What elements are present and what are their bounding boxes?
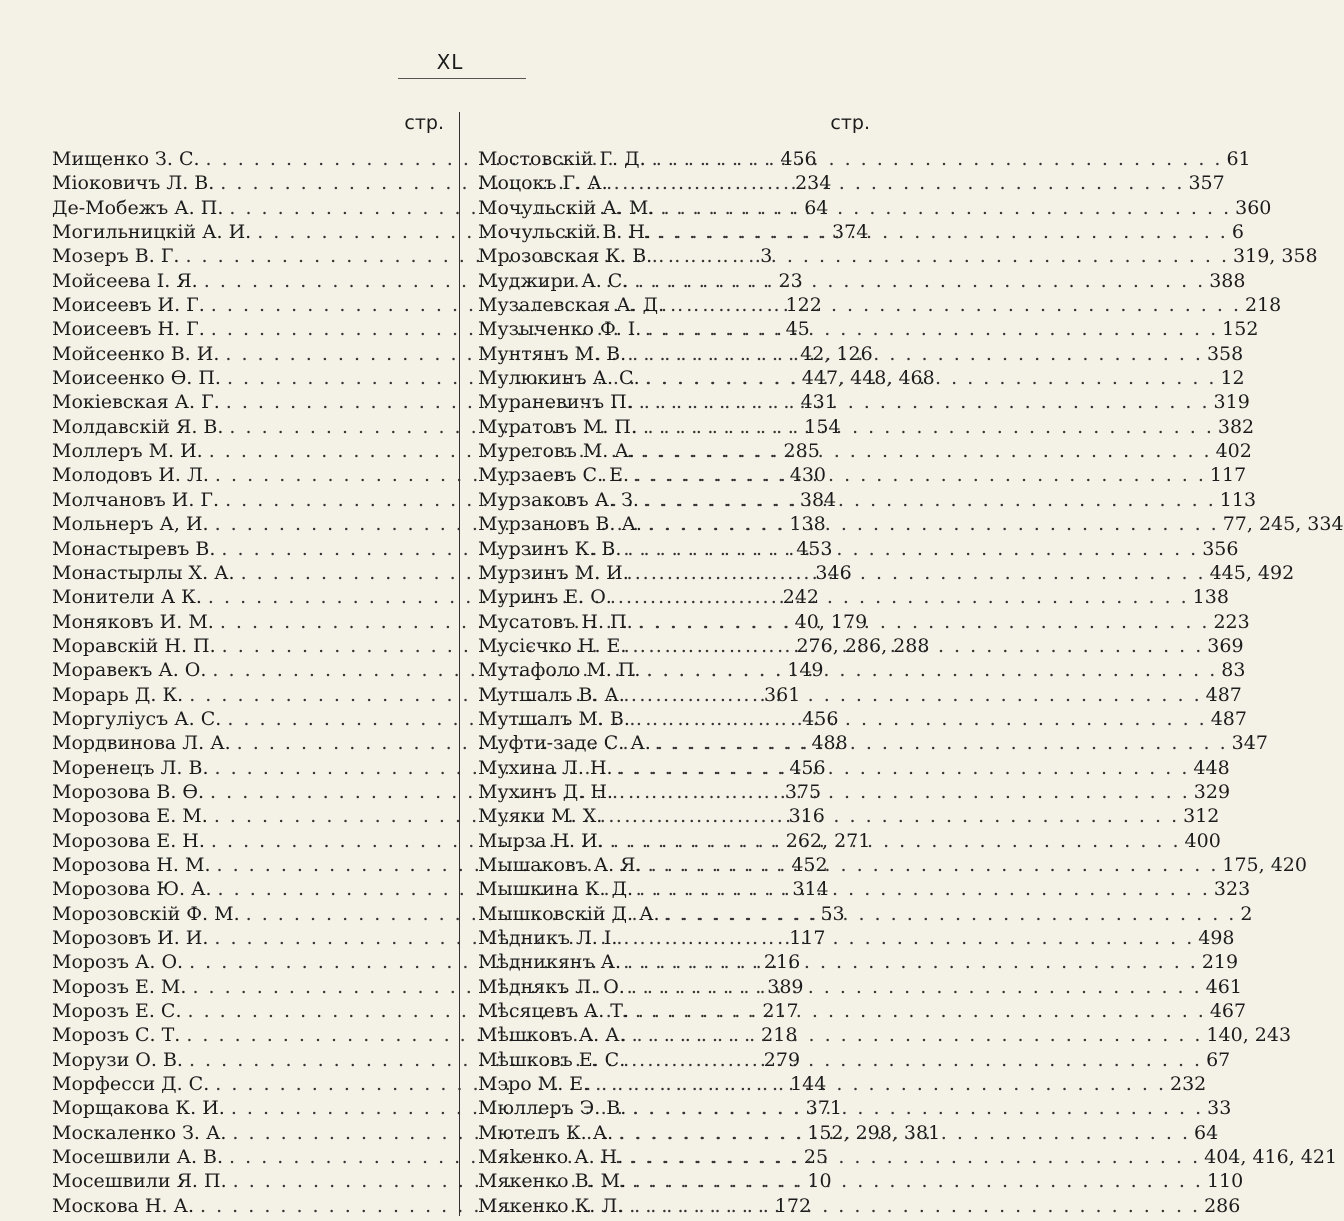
index-entry (478, 780, 1231, 803)
entry-name: Мѣднякъ Л. О. (478, 975, 625, 998)
entry-name: Моцокъ Г. А. (478, 172, 608, 195)
entry-pages: 369 (1207, 634, 1244, 657)
entry-pages: 285 (783, 440, 820, 463)
index-entry (478, 391, 1250, 414)
entry-name: Мойсеева І. Я. (52, 269, 198, 292)
entry-name: Мухинъ Д. Н. (478, 780, 613, 803)
index-entry (478, 1194, 1241, 1217)
entry-name: Морщакова К. И. (52, 1097, 225, 1120)
leader-dots (626, 1170, 1203, 1192)
entry-pages: 140, 243 (1206, 1024, 1292, 1047)
entry-name: Мышковскій Д. А. (478, 902, 660, 925)
leader-dots (642, 854, 1219, 876)
index-entry (478, 610, 1250, 633)
index-entry (478, 1097, 1232, 1120)
entry-pages: 217 (762, 1000, 799, 1023)
entry-pages: 152, 298, 381 (807, 1121, 941, 1144)
entry-pages: 64 (804, 196, 829, 219)
entry-pages: 262, 271 (785, 829, 871, 852)
leader-dots (629, 1000, 1206, 1022)
leader-dots (629, 562, 1206, 584)
entry-pages: 430 (789, 464, 826, 487)
entry-pages: 138 (1192, 586, 1229, 609)
entry-name: Мостовскій Г. Д. (478, 148, 646, 170)
index-entry (478, 829, 1221, 852)
index-entry (478, 464, 1247, 487)
leader-dots (612, 586, 1189, 608)
entry-name: Мутшалъ М. В. (478, 707, 630, 730)
entry-name: Молчановъ И. Г. (52, 488, 220, 511)
entry-pages: 172 (774, 1194, 812, 1217)
entry-name: Міоковичъ Л. В. (52, 172, 215, 195)
header-rule (398, 78, 526, 79)
entry-pages: 67 (1206, 1048, 1231, 1071)
entry-pages: 25 (803, 1146, 829, 1169)
index-entry (478, 1024, 1292, 1047)
index-entry (478, 513, 1344, 536)
leader-dots (642, 513, 1219, 535)
leader-dots (621, 538, 1198, 560)
leader-dots (626, 343, 1203, 365)
entry-name: Монастырлы Х. А. (52, 561, 235, 584)
entry-pages: 375 (784, 780, 822, 803)
entry-name: Мурзаковъ А. З. (478, 488, 639, 511)
entry-name: Мѣшковъ Е. С. (478, 1048, 626, 1071)
entry-pages: 77, 245, 334 (1222, 513, 1344, 536)
leader-dots (613, 757, 1190, 779)
entry-name: Моргуліусъ А. С. (52, 707, 222, 730)
entry-pages: 319 (1213, 391, 1250, 414)
entry-name: Моняковъ И. М. (52, 610, 214, 633)
entry-pages: 361 (764, 683, 801, 706)
entry-pages: 402 (1215, 440, 1252, 463)
entry-name: Мурзинъ К. В. (478, 537, 622, 560)
index-entry (478, 537, 1239, 560)
entry-name: Мюллеръ Э. В. (478, 1097, 627, 1120)
index-entry (478, 1073, 1207, 1096)
right-column-heading: стр. (830, 112, 870, 134)
entry-pages: 53 (820, 902, 845, 925)
entry-pages: 218 (1244, 294, 1282, 317)
index-entry (478, 196, 1272, 219)
page-number: XL (436, 50, 464, 74)
entry-pages: 117 (789, 927, 826, 949)
left-column-heading: стр. (404, 112, 444, 134)
entry-name: Муджири А. С. (478, 269, 629, 292)
entry-pages: 445, 492 (1209, 561, 1295, 584)
entry-pages: 286 (1204, 1194, 1241, 1217)
entry-pages: 218 (761, 1024, 798, 1047)
entry-pages: 456 (780, 148, 817, 170)
leader-dots (623, 1146, 1200, 1168)
entry-name: Мрозовская К. В. (478, 245, 653, 268)
leader-dots (654, 197, 1231, 219)
entry-name: Морозова В. Ѳ. (52, 780, 205, 803)
entry-pages: 347 (1231, 732, 1268, 755)
entry-name: Муретовъ М. А. (478, 440, 635, 463)
entry-name: Мѣсяцевъ А. Т. (478, 1000, 630, 1023)
entry-name: Моренецъ Л. В. (52, 756, 209, 779)
entry-name: Муратовъ М. П. (478, 415, 638, 438)
leader-dots (625, 684, 1202, 706)
entry-pages: 382 (1217, 415, 1255, 438)
entry-name: Мютелъ К. А. (478, 1121, 614, 1144)
index-entry (478, 415, 1255, 438)
entry-name: Могильницкій А. И. (52, 221, 252, 244)
entry-pages: 144 (790, 1073, 827, 1096)
entry-pages: 488 (811, 732, 848, 755)
leader-dots (613, 781, 1190, 803)
entry-pages: 234 (795, 172, 832, 195)
entry-name: Морозова Ю. А. (52, 878, 212, 901)
entry-name: Мосешвили Я. П. (52, 1170, 227, 1193)
entry-name: Моисеенко Ѳ. П. (52, 367, 221, 390)
entry-pages: 498 (1198, 927, 1235, 949)
entry-name: Мусієчко Н. Е. (478, 634, 627, 657)
entry-name: Мосешвили А. В. (52, 1146, 224, 1169)
index-entry (478, 561, 1295, 584)
leader-dots (626, 635, 1203, 657)
entry-pages: 329 (1193, 780, 1231, 803)
entry-pages: 83 (1221, 659, 1246, 682)
index-entry (478, 659, 1246, 682)
entry-pages: 40, 179 (794, 610, 868, 633)
leader-dots (640, 659, 1217, 681)
entry-name: Морузи О. В. (52, 1048, 183, 1071)
entry-pages: 42, 126 (800, 342, 873, 365)
entry-name: Моравскій Н. П. (52, 634, 216, 657)
leader-dots (617, 927, 1194, 949)
entry-pages: 388 (1209, 269, 1246, 292)
entry-name: Мякенко В. М. (478, 1170, 627, 1193)
entry-name: Мякенко К. Л. (478, 1194, 624, 1217)
entry-pages: 276, 286, 288 (796, 634, 930, 657)
entry-pages: 6 (1231, 221, 1244, 244)
entry-name: Мырза Н. И. (478, 829, 604, 852)
leader-dots (660, 903, 1237, 925)
entry-name: Мойсеенко В. И. (52, 342, 220, 365)
leader-dots (646, 148, 1223, 170)
index-entry (478, 756, 1230, 779)
entry-pages: 384 (799, 488, 837, 511)
entry-pages: 122 (785, 294, 822, 317)
entry-name: Мѣдникянъ А. (478, 951, 622, 974)
entry-pages: 23 (778, 269, 803, 292)
entry-name: Моисеевъ Н. Г. (52, 318, 205, 341)
leader-dots (629, 464, 1206, 486)
index-entry (478, 148, 1251, 170)
entry-name: Морозъ Е. С. (52, 1000, 182, 1023)
entry-pages: 487 (1205, 683, 1242, 706)
entry-pages: 113 (1219, 488, 1257, 511)
entry-name: Муринъ Е. О. (478, 586, 612, 609)
index-entry (478, 586, 1229, 609)
entry-pages: 219 (1201, 951, 1239, 974)
entry-name: Муфти-заде С. А. (478, 732, 651, 755)
entry-name: Морозова Е. М. (52, 805, 208, 828)
entry-name: Морозовскій Ф. М. (52, 902, 240, 925)
entry-name: Москаленко З. А. (52, 1121, 227, 1144)
index-entry (478, 269, 1246, 292)
entry-name: Мѣдникъ Л. І. (478, 927, 618, 949)
index-entry (478, 951, 1239, 974)
index-entry (478, 221, 1244, 244)
entry-name: Мэро М. Е. (478, 1073, 590, 1096)
entry-name: Молдавскій Я. В. (52, 415, 224, 438)
index-entry (478, 683, 1242, 706)
index-entry (478, 172, 1225, 195)
index-entry (478, 707, 1247, 730)
entry-pages: 356 (1202, 537, 1239, 560)
entry-name: Мутафоло М. П. (478, 659, 641, 682)
leader-dots (626, 1024, 1203, 1046)
leader-dots (637, 416, 1214, 438)
entry-name: Морарь Д. К. (52, 683, 184, 706)
entry-name: Мышаковъ А. Я. (478, 853, 642, 876)
entry-name: Морозъ С. Т. (52, 1024, 181, 1047)
entry-name: Мольнеръ А, И. (52, 513, 209, 536)
entry-pages: 374 (832, 221, 869, 244)
leader-dots (630, 708, 1207, 730)
entry-pages: 33 (1207, 1097, 1232, 1120)
entry-pages: 10 (807, 1170, 832, 1193)
leader-dots (651, 732, 1228, 754)
entry-pages: 64 (1193, 1121, 1219, 1144)
leader-dots (628, 270, 1205, 292)
entry-pages: 360 (1235, 196, 1272, 219)
entry-pages: 279 (763, 1048, 801, 1071)
entry-name: Мурзинъ М. И. (478, 561, 629, 584)
entry-name: Москова Н. А. (52, 1194, 194, 1217)
entry-name: Мокіевская А. Г. (52, 391, 220, 414)
entry-pages: 447, 448, 468 (801, 367, 935, 390)
entry-pages: 152 (1222, 318, 1259, 341)
index-entry (478, 878, 1251, 901)
entry-name: Монители А К. (52, 586, 202, 609)
leader-dots (626, 1097, 1203, 1119)
index-entry (478, 805, 1220, 828)
entry-pages: 487 (1210, 707, 1247, 730)
entry-pages: 453 (796, 537, 833, 560)
entry-name: Моисеевъ И. Г. (52, 294, 205, 317)
index-entry (478, 342, 1244, 365)
entry-name: Мутшалъ В. А. (478, 683, 625, 706)
entry-pages: 312 (1183, 805, 1220, 828)
entry-name: Мочульскій В. Н. (478, 221, 651, 244)
index-entry (478, 927, 1235, 949)
leader-dots (621, 951, 1198, 973)
entry-pages: 223 (1213, 610, 1250, 633)
entry-pages: 389 (767, 975, 804, 998)
entry-name: Де-Мобежъ А. П. (52, 196, 224, 219)
entry-pages: 456 (802, 707, 839, 730)
leader-dots (641, 318, 1218, 340)
entry-name: Мусатовъ Н. П. (478, 610, 633, 633)
entry-pages: 358 (1206, 342, 1244, 365)
index-entry (478, 294, 1282, 317)
entry-name: Мулюкинъ А. С. (478, 367, 640, 390)
entry-pages: 467 (1209, 1000, 1247, 1023)
leader-dots (604, 830, 1181, 852)
index-entry (478, 245, 1318, 268)
entry-name: Моллеръ М. И. (52, 440, 203, 463)
entry-name: Мѣшковъ А. А. (478, 1024, 626, 1047)
entry-pages: 323 (1213, 878, 1251, 901)
index-entry (478, 1170, 1244, 1193)
entry-name: Морозова Н. М. (52, 853, 211, 876)
leader-dots (625, 976, 1202, 998)
entry-pages: 316 (788, 805, 825, 828)
index-entry (478, 732, 1268, 755)
index-entry (478, 853, 1307, 876)
entry-pages: 216 (763, 951, 801, 974)
leader-dots (608, 172, 1185, 194)
entry-name: Морозъ Е. М. (52, 975, 187, 998)
entry-pages: 346 (815, 561, 852, 584)
entry-name: Морозъ А. О. (52, 951, 184, 974)
index-entry (478, 1146, 1338, 1169)
entry-pages: 232 (1170, 1073, 1207, 1096)
index-entry (478, 440, 1252, 463)
entry-name: Мухина Л. Н. (478, 756, 613, 779)
entry-pages: 61 (1226, 148, 1251, 170)
leader-dots (651, 221, 1228, 243)
entry-name: Монастыревъ В. (52, 537, 216, 560)
entry-name: Морфесси Д. С. (52, 1073, 210, 1096)
leader-dots (640, 367, 1217, 389)
index-entry (478, 975, 1242, 998)
index-entry (478, 318, 1259, 341)
entry-name: Муяки М. Х. (478, 805, 603, 828)
entry-pages: 452 (791, 853, 828, 876)
leader-dots (633, 391, 1210, 413)
entry-pages: 242 (782, 586, 819, 609)
leader-dots (623, 1195, 1200, 1217)
entry-name: Мяkенко А. Н. (478, 1146, 624, 1169)
entry-pages: 371 (805, 1097, 842, 1120)
leader-dots (633, 878, 1210, 900)
entry-pages: 117 (1209, 464, 1247, 487)
entry-name: Мозеръ В. Г. (52, 245, 180, 268)
leader-dots (652, 245, 1229, 267)
entry-name: Мурзановъ В. А. (478, 513, 642, 536)
entry-name: Морозовъ И. И. (52, 927, 209, 949)
index-entry (478, 1000, 1247, 1023)
entry-name: Мищенко З. С. (52, 148, 200, 170)
leader-dots (625, 1049, 1202, 1071)
entry-pages: 461 (1205, 975, 1242, 998)
entry-pages: 45 (785, 318, 810, 341)
entry-pages: 448 (1193, 756, 1230, 779)
entry-name: Мураневичъ П. (478, 391, 633, 414)
index-entry (478, 634, 1244, 657)
index-entry (478, 488, 1257, 511)
entry-pages: 404, 416, 421 (1204, 1146, 1338, 1169)
leader-dots (602, 805, 1179, 827)
entry-pages: 357 (1188, 172, 1225, 195)
entry-pages: 154 (804, 415, 841, 438)
entry-pages: 314 (792, 878, 829, 901)
entry-name: Моравекъ А. О. (52, 659, 207, 682)
entry-pages: 456 (789, 756, 826, 779)
entry-name: Музыченко Ф. І. (478, 318, 642, 341)
leader-dots (633, 611, 1210, 633)
leader-dots (664, 294, 1241, 316)
entry-pages: 138 (789, 513, 826, 536)
entry-name: Мочульскій А. М. (478, 196, 655, 219)
entry-pages: 3 (760, 245, 773, 268)
leader-dots (589, 1073, 1166, 1095)
entry-name: Музалевская А. Д. (478, 294, 665, 317)
entry-pages: 175, 420 (1222, 853, 1307, 876)
index-entry (478, 1048, 1231, 1071)
entry-pages: 110 (1206, 1170, 1244, 1193)
entry-pages: 400 (1184, 829, 1221, 852)
leader-dots (639, 489, 1216, 511)
entry-name: Мурзаевъ С. Е. (478, 464, 630, 487)
entry-pages: 149 (787, 659, 824, 682)
entry-pages: 431 (800, 391, 837, 414)
leader-dots (613, 1122, 1190, 1144)
entry-name: Морозова Е. Н. (52, 829, 205, 852)
index-entry (478, 902, 1253, 925)
entry-pages: 12 (1220, 367, 1245, 390)
entry-name: Мышкина К. Д. (478, 878, 634, 901)
entry-name: Молодовъ И. Л. (52, 464, 209, 487)
entry-pages: 2 (1240, 902, 1253, 925)
entry-name: Мордвинова Л. А. (52, 732, 231, 755)
entry-pages: 319, 358 (1233, 245, 1318, 268)
entry-name: Мунтянъ М. В. (478, 342, 627, 365)
leader-dots (635, 440, 1212, 462)
